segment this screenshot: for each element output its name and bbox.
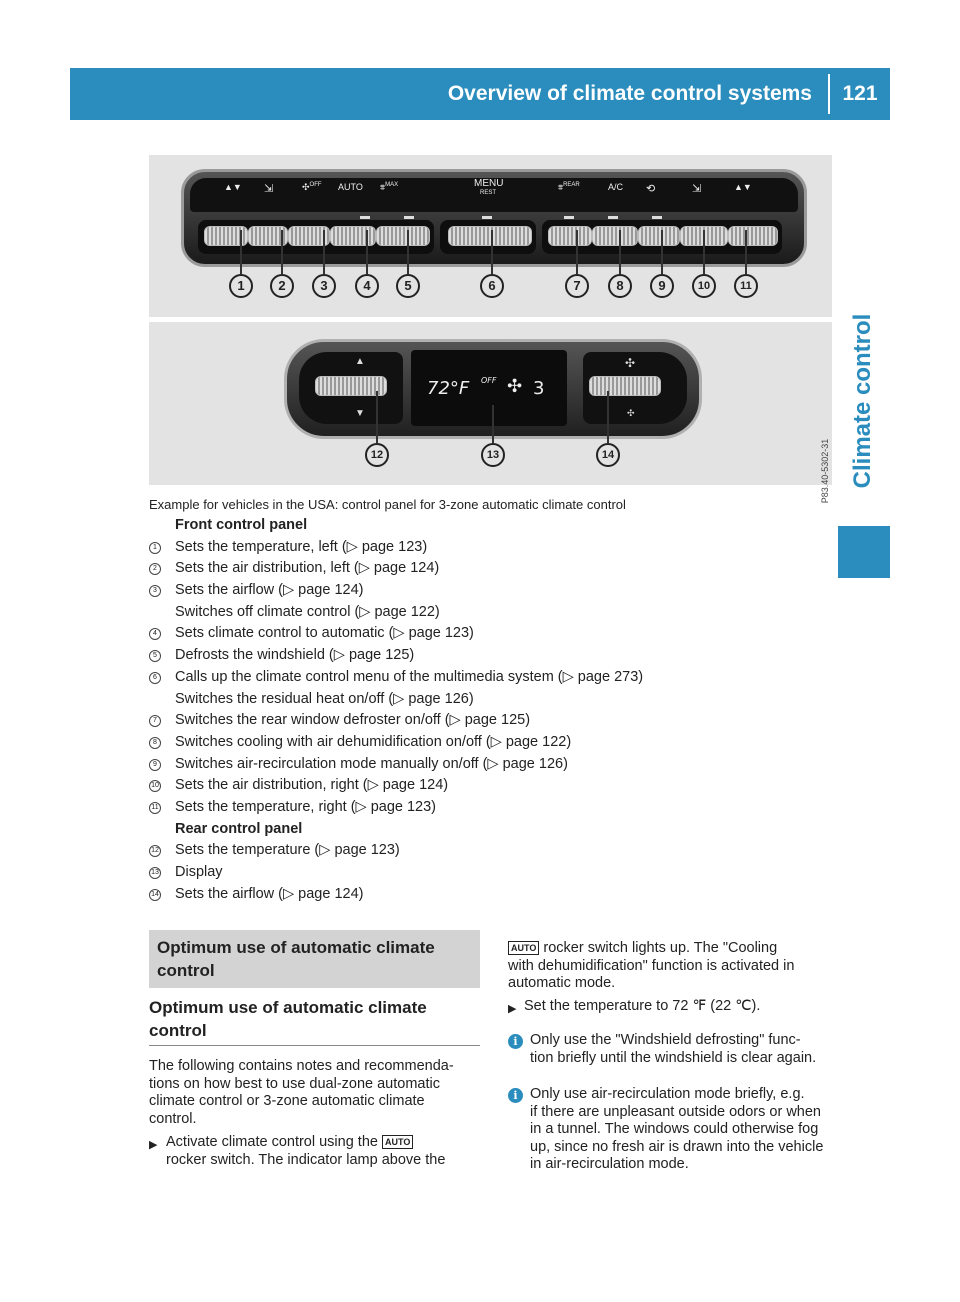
paragraph-line: in air-recirculation mode.	[530, 1156, 689, 1172]
paragraph-line: in a tunnel. The windows could otherwise fog	[530, 1121, 819, 1137]
legend-text: Sets the airflow (▷ page 124)	[175, 582, 364, 599]
rocker-temp-right[interactable]	[728, 226, 778, 246]
rocker-menu[interactable]	[448, 226, 532, 246]
callout-leader-line	[661, 230, 663, 274]
figure-legend	[149, 515, 829, 905]
callout-6: 6	[480, 274, 504, 298]
step-2: Set the temperature to 72 ℉ (22 ℃).	[524, 998, 761, 1014]
step-1	[166, 1134, 486, 1169]
subheading-rule	[149, 1045, 480, 1046]
callout-12: 12	[365, 443, 389, 467]
rocker-ac[interactable]	[592, 226, 638, 246]
info-note-2	[530, 1086, 840, 1174]
paragraph-line: Only use air-recirculation mode briefly, e.g.	[530, 1086, 805, 1102]
legend-number: 1	[149, 542, 161, 554]
legend-item	[149, 819, 829, 841]
legend-item	[149, 537, 829, 559]
callout-11: 11	[734, 274, 758, 298]
legend-number: 11	[149, 802, 161, 814]
legend-number: 3	[149, 585, 161, 597]
callout-leader-line	[492, 405, 494, 443]
legend-number: 5	[149, 650, 161, 662]
legend-text: Sets the air distribution, right (▷ page 124)	[175, 777, 449, 794]
callout-14: 14	[596, 443, 620, 467]
legend-item	[149, 710, 829, 732]
callout-leader-line	[607, 391, 609, 443]
callout-10: 10	[692, 274, 716, 298]
indicator-led	[608, 216, 618, 219]
figure-divider	[149, 317, 832, 322]
continued-paragraph	[508, 940, 838, 993]
paragraph-line: up, since no fresh air is drawn into the vehicle	[530, 1138, 824, 1155]
fan-low-icon: ✣	[627, 408, 635, 418]
rocker-recirculation[interactable]	[638, 226, 680, 246]
callout-5: 5	[396, 274, 420, 298]
windshield-max-icon: ⩨$^{MAX}$	[380, 182, 399, 192]
auto-label: AUTO	[338, 182, 363, 192]
page-number: 121	[842, 82, 878, 105]
figure-id	[818, 438, 832, 504]
callout-4: 4	[355, 274, 379, 298]
indicator-led	[652, 216, 662, 219]
callout-2: 2	[270, 274, 294, 298]
paragraph-line: automatic mode.	[508, 975, 616, 991]
display-fan-level: 3	[533, 378, 545, 399]
callout-3: 3	[312, 274, 336, 298]
control-panel-figure	[149, 155, 832, 485]
legend-text: Switches off climate control (▷ page 122)	[175, 603, 440, 620]
air-distribution-left-icon: ⇲	[264, 183, 274, 195]
legend-text: Sets the temperature, right (▷ page 123)	[175, 798, 437, 815]
info-icon: i	[508, 1034, 523, 1049]
legend-number: 8	[149, 737, 161, 749]
rocker-auto[interactable]	[330, 226, 376, 246]
callout-leader-line	[703, 230, 705, 274]
legend-item	[149, 580, 829, 602]
figure-caption: Example for vehicles in the USA: control panel for 3-zone automatic climate control	[149, 497, 626, 512]
legend-item	[149, 862, 829, 884]
callout-8: 8	[608, 274, 632, 298]
legend-text: Switches air-recirculation mode manually on/off (▷ page 126)	[175, 755, 568, 772]
step-arrow-icon: ▶	[149, 1139, 158, 1151]
chapter-side-title	[838, 294, 888, 508]
legend-number: 4	[149, 628, 161, 640]
legend-text: Switches the rear window defroster on/off (▷ page 125)	[175, 712, 531, 729]
temp-left-arrows-icon: ▲▼	[224, 182, 242, 192]
legend-number: 7	[149, 715, 161, 727]
legend-text: Display	[175, 864, 223, 880]
rear-airflow-rocker[interactable]	[589, 376, 661, 396]
callout-1: 1	[229, 274, 253, 298]
display-off: OFF	[481, 376, 497, 385]
rocker-windshield-defrost[interactable]	[376, 226, 430, 246]
legend-item	[149, 775, 829, 797]
legend-item	[149, 558, 829, 580]
legend-text: Sets the air distribution, left (▷ page 124)	[175, 560, 440, 577]
chapter-tab-block	[838, 526, 890, 578]
paragraph-line: tion briefly until the windshield is clear again.	[530, 1049, 817, 1066]
callout-leader-line	[240, 230, 242, 274]
legend-subheading: Front control panel	[175, 517, 308, 533]
legend-item	[149, 732, 829, 754]
legend-text: Sets the temperature (▷ page 123)	[175, 842, 400, 859]
air-distribution-right-icon: ⇲	[692, 183, 702, 195]
chapter-title-text: Climate control	[849, 313, 876, 489]
fan-icon: ✣	[507, 376, 523, 397]
header-bar	[70, 68, 890, 120]
fan-off-icon: ✣$^{OFF}$	[302, 182, 322, 192]
callout-leader-line	[281, 230, 283, 274]
info-icon: i	[508, 1088, 523, 1103]
menu-label: MENU	[474, 178, 504, 189]
front-control-panel	[181, 169, 807, 267]
arrow-down-icon: ▼	[355, 408, 365, 419]
step-arrow-icon: ▶	[508, 1003, 517, 1015]
callout-leader-line	[576, 230, 578, 274]
info-note-1	[530, 1032, 840, 1067]
arrow-up-icon: ▲	[355, 356, 365, 367]
paragraph-line: control.	[149, 1110, 197, 1127]
indicator-led	[404, 216, 414, 219]
legend-item	[149, 623, 829, 645]
legend-subheading: Rear control panel	[175, 820, 303, 837]
rocker-rear-defrost[interactable]	[548, 226, 592, 246]
paragraph-line: tions on how best to use dual-zone automatic	[149, 1075, 440, 1092]
paragraph-line: climate control or 3-zone automatic climate	[149, 1093, 425, 1109]
callout-leader-line	[376, 391, 378, 443]
callout-leader-line	[407, 230, 409, 274]
intro-paragraph	[149, 1058, 454, 1128]
indicator-led	[482, 216, 492, 219]
callout-leader-line	[491, 230, 493, 274]
rest-label: REST	[480, 190, 497, 196]
paragraph-line: rocker switch lights up. The "Cooling	[543, 940, 778, 956]
callout-leader-line	[619, 230, 621, 274]
callout-leader-line	[745, 230, 747, 274]
temp-right-arrows-icon: ▲▼	[734, 182, 752, 192]
legend-number: 12	[149, 845, 161, 857]
legend-text: Sets the temperature, left (▷ page 123)	[175, 538, 428, 555]
paragraph-line: if there are unpleasant outside odors or when	[530, 1103, 821, 1120]
step-1-text: Activate climate control using the	[166, 1134, 378, 1150]
section-heading-box	[149, 930, 480, 988]
recirculation-icon: ⟲	[646, 183, 656, 195]
legend-item	[149, 645, 829, 667]
paragraph-line: Only use the "Windshield defrosting" func-	[530, 1032, 801, 1048]
auto-button-icon: AUTO	[382, 1135, 413, 1149]
legend-text: Defrosts the windshield (▷ page 125)	[175, 647, 415, 664]
legend-number: 2	[149, 563, 161, 575]
step-1-text-line2: rocker switch. The indicator lamp above the	[166, 1151, 446, 1168]
rear-display	[411, 350, 567, 426]
legend-number: 13	[149, 867, 161, 879]
legend-number: 10	[149, 780, 161, 792]
legend-item	[149, 884, 829, 906]
paragraph-line: The following contains notes and recommenda-	[149, 1058, 454, 1074]
callout-leader-line	[366, 230, 368, 274]
figure-id-text: P83.40-5302-31	[820, 438, 830, 504]
legend-number: 9	[149, 759, 161, 771]
fan-high-icon: ✣	[625, 356, 636, 370]
page-title: Overview of climate control systems	[447, 82, 812, 105]
legend-item	[149, 515, 829, 537]
legend-item	[149, 689, 829, 711]
legend-text: Calls up the climate control menu of the multimedia system (▷ page 273)	[175, 668, 644, 685]
rear-defrost-icon: ⩨$^{REAR}$	[558, 182, 580, 192]
ac-label: A/C	[608, 182, 624, 192]
legend-number: 14	[149, 889, 161, 901]
indicator-led	[360, 216, 370, 219]
callout-7: 7	[565, 274, 589, 298]
display-temp: 72°F	[427, 378, 470, 399]
legend-item	[149, 667, 829, 689]
callout-13: 13	[481, 443, 505, 467]
legend-item	[149, 797, 829, 819]
paragraph-line: with dehumidification" function is activated in	[508, 957, 795, 974]
legend-text: Sets the airflow (▷ page 124)	[175, 885, 364, 902]
section-heading: Optimum use of automatic climate control	[157, 938, 435, 980]
auto-button-icon: AUTO	[508, 941, 539, 955]
legend-item	[149, 602, 829, 624]
subheading: Optimum use of automatic climate control	[149, 998, 427, 1040]
callout-9: 9	[650, 274, 674, 298]
callout-leader-line	[323, 230, 325, 274]
legend-text: Switches the residual heat on/off (▷ page 126)	[175, 690, 474, 707]
legend-number: 6	[149, 672, 161, 684]
legend-item	[149, 754, 829, 776]
indicator-led	[564, 216, 574, 219]
legend-text: Switches cooling with air dehumidification on/off (▷ page 122)	[175, 733, 572, 750]
legend-text: Sets climate control to automatic (▷ page 123)	[175, 625, 474, 642]
legend-item	[149, 840, 829, 862]
